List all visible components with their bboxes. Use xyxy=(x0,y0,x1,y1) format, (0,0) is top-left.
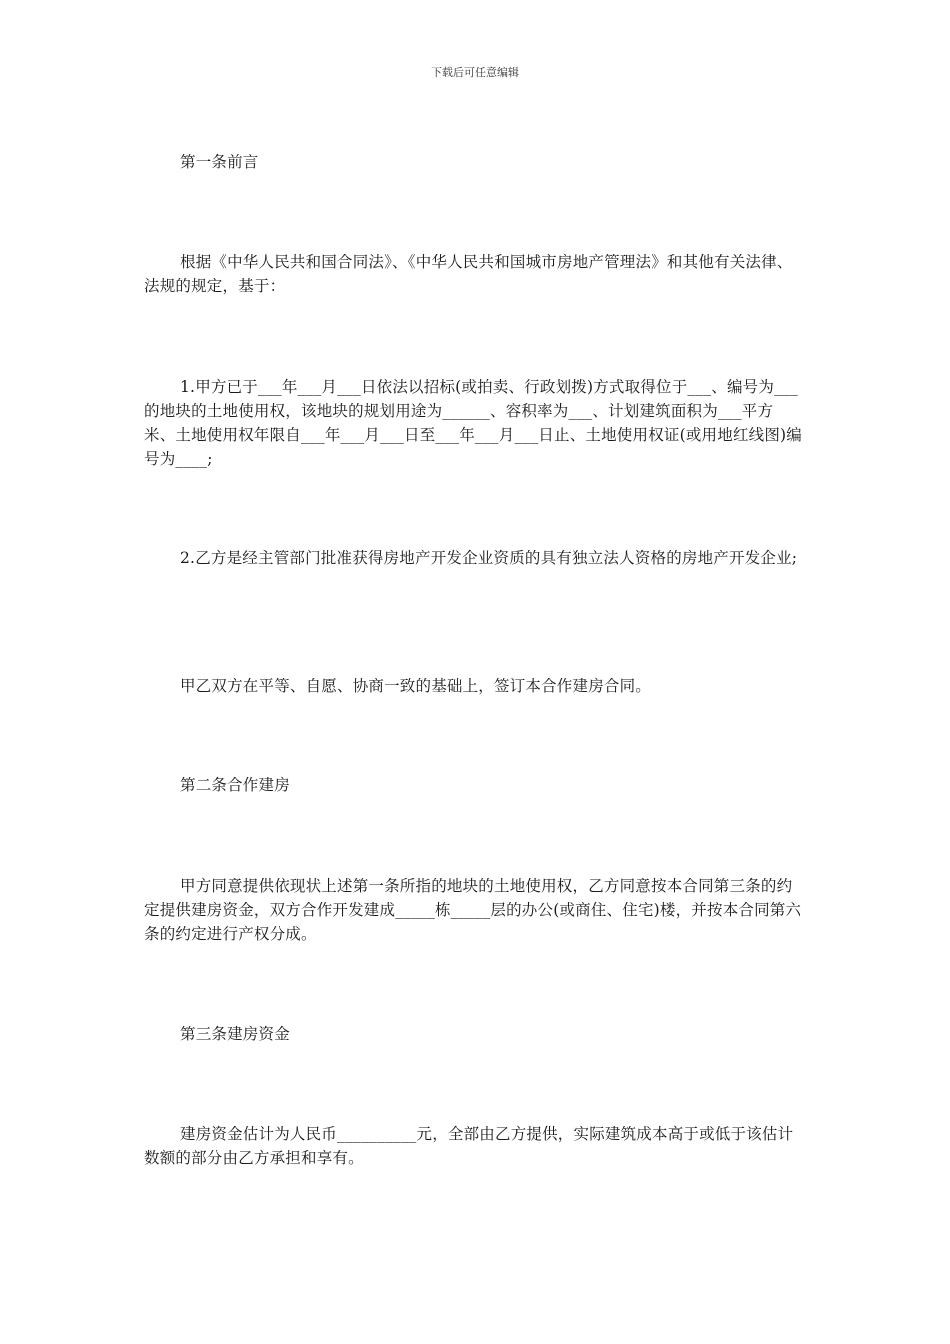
article-1-item-2-paragraph: 2.乙方是经主管部门批准获得房地产开发企业资质的具有独立法人资格的房地产开发企业; xyxy=(180,549,798,567)
article-3-body-paragraph: 建房资金估计为人民币__________元，全部由乙方提供，实际建筑成本高于或低于该估计数额的部分由乙方承担和享有。 xyxy=(144,1125,794,1167)
article-3-title: 第三条建房资金 xyxy=(180,1025,290,1043)
article-2-title: 第二条合作建房 xyxy=(180,776,290,794)
article-1-conclusion-paragraph: 甲乙双方在平等、自愿、协商一致的基础上，签订本合作建房合同。 xyxy=(180,677,652,695)
page-header: 下载后可任意编辑 xyxy=(431,66,519,79)
article-1-item-1-paragraph: 1.甲方已于___年___月___日依法以招标(或拍卖、行政划拨)方式取得位于___、编号为___的地块的土地使用权，该地块的规划用途为______、容积率为___、计划建筑面积为___平方米、土地使用权年限自___年___月___日至___年___月___日止、土地使用权证(或用地红线图)编号为____; xyxy=(144,378,802,468)
article-1-intro-paragraph: 根据《中华人民共和国合同法》、《中华人民共和国城市房地产管理法》和其他有关法律、法规的规定，基于： xyxy=(144,253,793,295)
article-2-body-paragraph: 甲方同意提供依现状上述第一条所指的地块的土地使用权，乙方同意按本合同第三条的约定提供建房资金，双方合作开发建成_____栋_____层的办公(或商住、住宅)楼，并按本合同第六条的约定进行产权分成。 xyxy=(144,877,802,943)
article-1-title: 第一条前言 xyxy=(180,153,259,171)
